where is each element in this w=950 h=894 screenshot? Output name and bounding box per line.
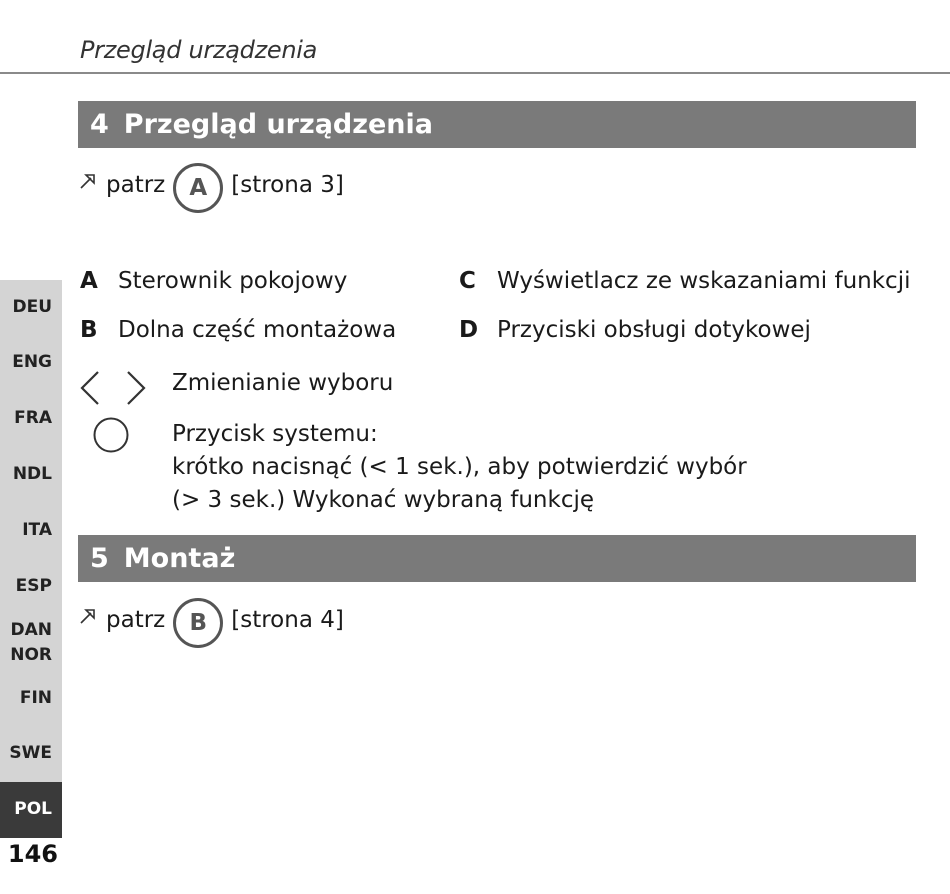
figure-reference-b [78,593,344,647]
circle-button-icon [92,416,130,454]
header-divider [0,72,950,74]
legend-text: Dolna część montażowa [118,317,397,343]
arrow-pointer-icon [78,169,100,191]
legend-item-a [80,268,347,294]
legend-letter: C [459,268,476,294]
section-title: Montaż [123,543,236,574]
legend-letter: B [80,317,98,343]
language-tab-nor[interactable]: NOR [10,645,52,665]
running-header: Przegląd urządzenia [80,36,318,64]
legend-item-d [459,317,811,343]
legend-text: Przyciski obsługi dotykowej [497,317,811,343]
language-tab-fin[interactable]: FIN [19,688,52,708]
language-tab-ndl[interactable]: NDL [12,464,52,484]
system-line: Przycisk systemu: [172,421,378,447]
system-button-description [172,418,747,517]
system-line: (> 3 sek.) Wykonać wybraną funkcję [172,487,595,513]
legend-text: Wyświetlacz ze wskazaniami funkcji [497,268,911,294]
legend-letter: A [80,268,98,294]
section-number: 5 [90,543,109,574]
figure-reference-a [78,158,344,212]
section-heading-5 [78,535,916,582]
section-title: Przegląd urządzenia [123,109,433,140]
legend-letter: D [459,317,479,343]
legend-text: Sterownik pokojowy [118,268,348,294]
language-tab-dan[interactable]: DAN [10,620,52,640]
ref-page: [strona 3] [231,172,344,198]
ref-page: [strona 4] [231,607,344,633]
arrow-pointer-icon [78,604,100,626]
legend-item-c [459,268,910,294]
arrows-description: Zmienianie wyboru [172,370,394,396]
ref-prefix: patrz [106,607,166,633]
section-heading-4 [78,101,916,148]
language-tab-deu[interactable]: DEU [12,297,52,317]
language-tab-eng[interactable]: ENG [12,352,52,372]
figure-badge-b: B [173,598,223,648]
page-number: 146 [7,840,58,868]
language-tab-swe[interactable]: SWE [9,743,52,763]
language-tab-pol[interactable]: POL [14,799,52,819]
figure-badge-a: A [173,163,223,213]
legend-item-b [80,317,396,343]
language-tab-ita[interactable]: ITA [22,520,52,540]
language-tab-fra[interactable]: FRA [14,408,52,428]
section-number: 4 [90,109,109,140]
language-tab-esp[interactable]: ESP [15,576,52,596]
left-right-chevrons-icon [78,368,150,408]
ref-prefix: patrz [106,172,166,198]
system-line: krótko nacisnąć (< 1 sek.), aby potwierdzić wybór [172,454,747,480]
